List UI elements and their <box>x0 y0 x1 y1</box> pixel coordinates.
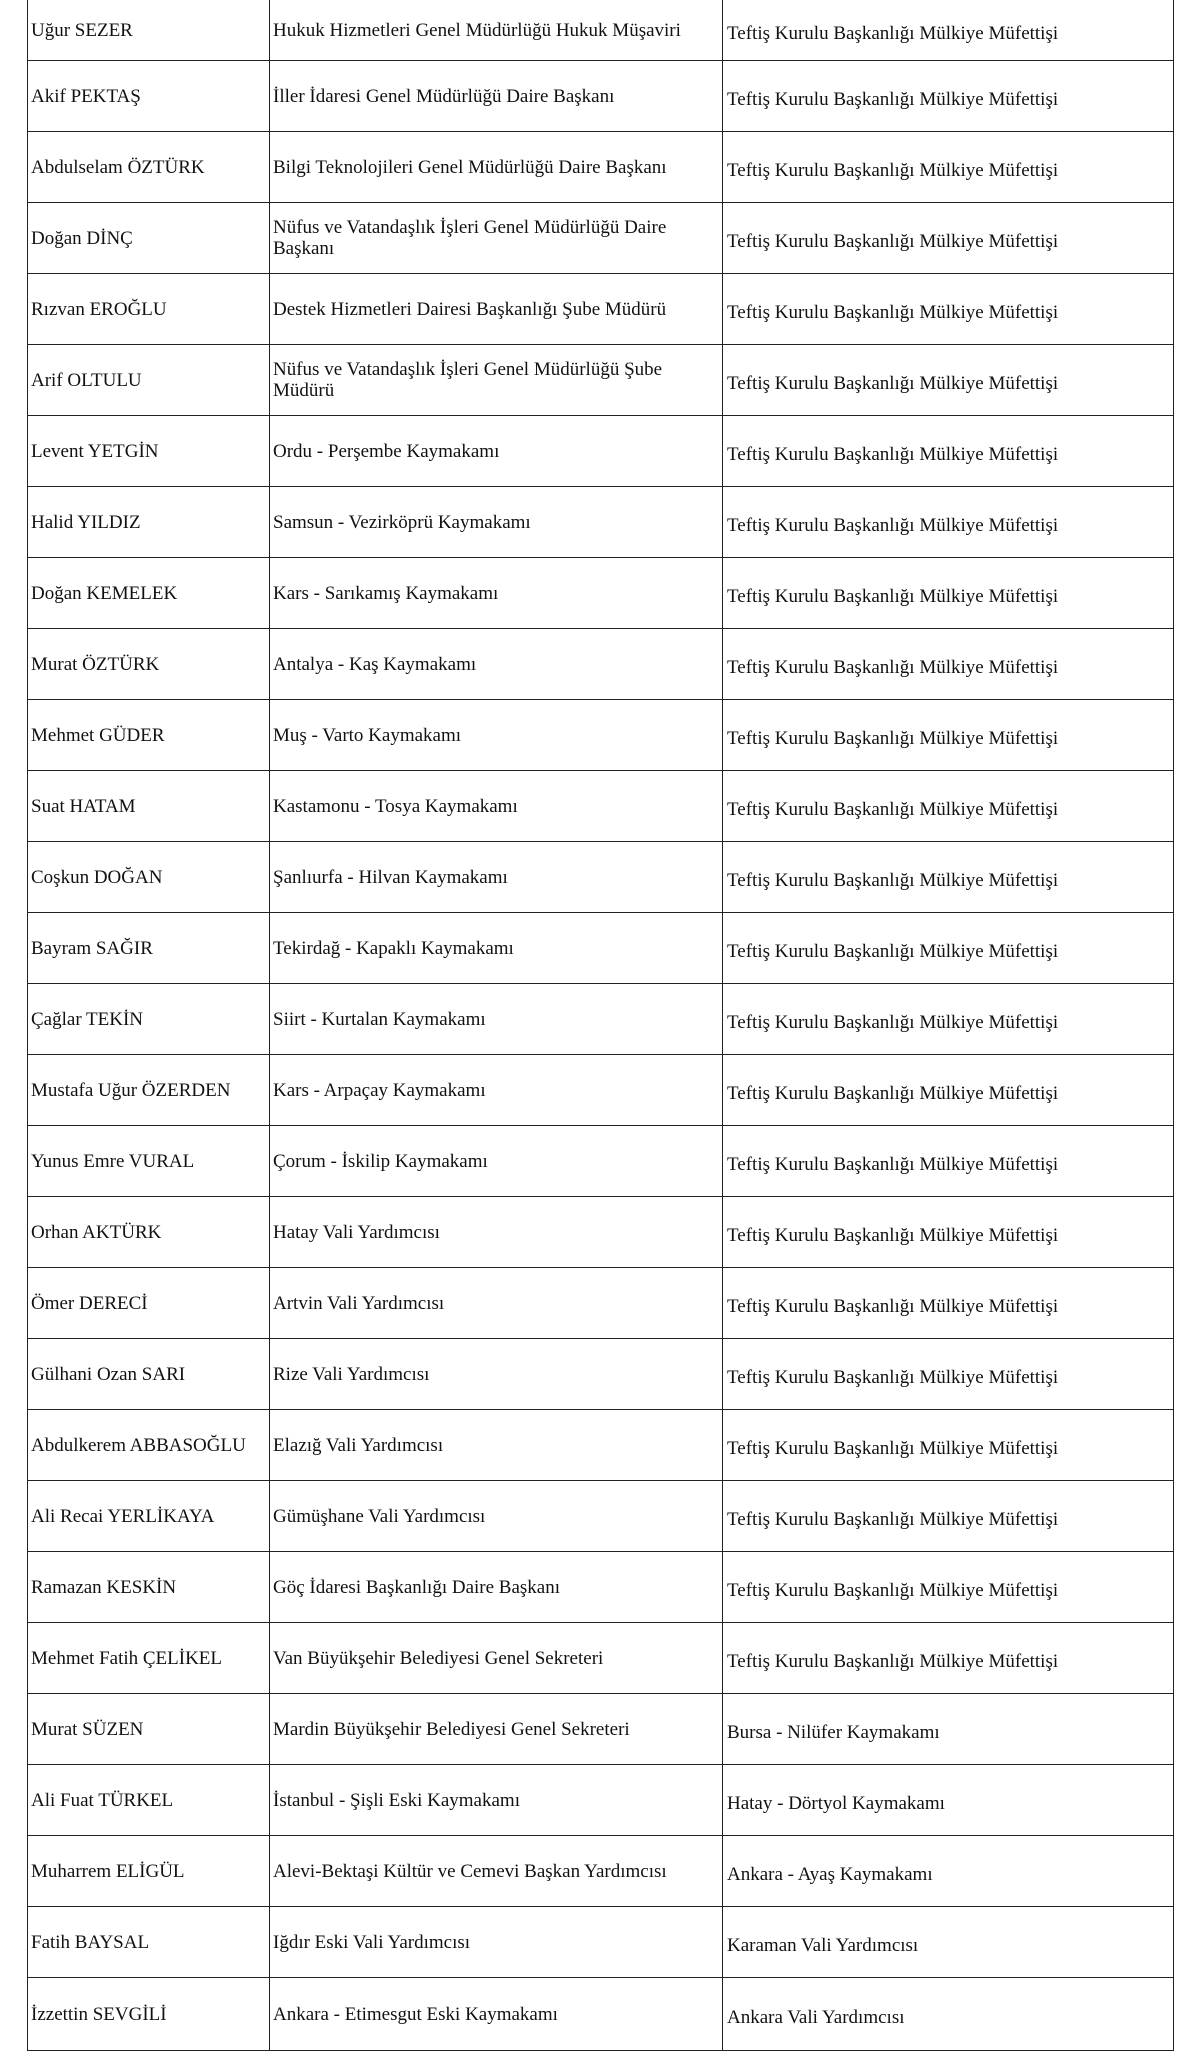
person-name: Rızvan EROĞLU <box>28 274 270 345</box>
person-name: Murat SÜZEN <box>28 1694 270 1765</box>
table-row <box>28 842 1174 913</box>
new-position: Teftiş Kurulu Başkanlığı Mülkiye Müfettişi <box>723 1126 1174 1197</box>
previous-position: Destek Hizmetleri Dairesi Başkanlığı Şube Müdürü <box>270 274 723 345</box>
table-row <box>28 1552 1174 1623</box>
new-position: Teftiş Kurulu Başkanlığı Mülkiye Müfettişi <box>723 629 1174 700</box>
new-position: Teftiş Kurulu Başkanlığı Mülkiye Müfettişi <box>723 61 1174 132</box>
new-position: Teftiş Kurulu Başkanlığı Mülkiye Müfettişi <box>723 1055 1174 1126</box>
person-name: Ali Recai YERLİKAYA <box>28 1481 270 1552</box>
person-name: Coşkun DOĞAN <box>28 842 270 913</box>
new-position: Teftiş Kurulu Başkanlığı Mülkiye Müfettişi <box>723 1410 1174 1481</box>
new-position: Ankara - Ayaş Kaymakamı <box>723 1836 1174 1907</box>
new-position: Teftiş Kurulu Başkanlığı Mülkiye Müfettişi <box>723 558 1174 629</box>
previous-position: Şanlıurfa - Hilvan Kaymakamı <box>270 842 723 913</box>
table-row <box>28 1694 1174 1765</box>
table-row <box>28 1623 1174 1694</box>
previous-position: Kars - Sarıkamış Kaymakamı <box>270 558 723 629</box>
person-name: Akif PEKTAŞ <box>28 61 270 132</box>
previous-position: Hatay Vali Yardımcısı <box>270 1197 723 1268</box>
person-name: Ramazan KESKİN <box>28 1552 270 1623</box>
new-position: Teftiş Kurulu Başkanlığı Mülkiye Müfettişi <box>723 700 1174 771</box>
person-name: Fatih BAYSAL <box>28 1907 270 1978</box>
person-name: Bayram SAĞIR <box>28 913 270 984</box>
person-name: Mehmet GÜDER <box>28 700 270 771</box>
table-row <box>28 1481 1174 1552</box>
person-name: Yunus Emre VURAL <box>28 1126 270 1197</box>
table-row <box>28 1055 1174 1126</box>
person-name: Abdulkerem ABBASOĞLU <box>28 1410 270 1481</box>
table-row <box>28 984 1174 1055</box>
appointment-table <box>27 0 1174 2051</box>
new-position: Teftiş Kurulu Başkanlığı Mülkiye Müfettişi <box>723 203 1174 274</box>
table-row <box>28 132 1174 203</box>
table-row <box>28 345 1174 416</box>
table-row <box>28 1907 1174 1978</box>
table-row <box>28 913 1174 984</box>
previous-position: Bilgi Teknolojileri Genel Müdürlüğü Daire Başkanı <box>270 132 723 203</box>
person-name: Doğan KEMELEK <box>28 558 270 629</box>
person-name: İzzettin SEVGİLİ <box>28 1978 270 2051</box>
person-name: Ali Fuat TÜRKEL <box>28 1765 270 1836</box>
previous-position: Siirt - Kurtalan Kaymakamı <box>270 984 723 1055</box>
previous-position: Tekirdağ - Kapaklı Kaymakamı <box>270 913 723 984</box>
previous-position: Elazığ Vali Yardımcısı <box>270 1410 723 1481</box>
new-position: Teftiş Kurulu Başkanlığı Mülkiye Müfettişi <box>723 487 1174 558</box>
table-row <box>28 274 1174 345</box>
table-row <box>28 61 1174 132</box>
person-name: Halid YILDIZ <box>28 487 270 558</box>
person-name: Murat ÖZTÜRK <box>28 629 270 700</box>
table-row <box>28 1339 1174 1410</box>
table-row <box>28 487 1174 558</box>
new-position: Teftiş Kurulu Başkanlığı Mülkiye Müfettişi <box>723 984 1174 1055</box>
table-row <box>28 1197 1174 1268</box>
new-position: Teftiş Kurulu Başkanlığı Mülkiye Müfettişi <box>723 1552 1174 1623</box>
new-position: Teftiş Kurulu Başkanlığı Mülkiye Müfettişi <box>723 345 1174 416</box>
new-position: Teftiş Kurulu Başkanlığı Mülkiye Müfettişi <box>723 1268 1174 1339</box>
person-name: Çağlar TEKİN <box>28 984 270 1055</box>
previous-position: Iğdır Eski Vali Yardımcısı <box>270 1907 723 1978</box>
new-position: Karaman Vali Yardımcısı <box>723 1907 1174 1978</box>
table-row <box>28 558 1174 629</box>
previous-position: Mardin Büyükşehir Belediyesi Genel Sekreteri <box>270 1694 723 1765</box>
person-name: Doğan DİNÇ <box>28 203 270 274</box>
table-row <box>28 1836 1174 1907</box>
new-position: Teftiş Kurulu Başkanlığı Mülkiye Müfettişi <box>723 274 1174 345</box>
new-position: Hatay - Dörtyol Kaymakamı <box>723 1765 1174 1836</box>
table-row <box>28 1126 1174 1197</box>
table-row <box>28 203 1174 274</box>
new-position: Teftiş Kurulu Başkanlığı Mülkiye Müfettişi <box>723 842 1174 913</box>
table-row <box>28 0 1174 61</box>
previous-position: Ordu - Perşembe Kaymakamı <box>270 416 723 487</box>
table-row <box>28 416 1174 487</box>
previous-position: Samsun - Vezirköprü Kaymakamı <box>270 487 723 558</box>
new-position: Teftiş Kurulu Başkanlığı Mülkiye Müfettişi <box>723 771 1174 842</box>
new-position: Ankara Vali Yardımcısı <box>723 1978 1174 2051</box>
previous-position: İller İdaresi Genel Müdürlüğü Daire Başkanı <box>270 61 723 132</box>
previous-position: Antalya - Kaş Kaymakamı <box>270 629 723 700</box>
new-position: Teftiş Kurulu Başkanlığı Mülkiye Müfettişi <box>723 1339 1174 1410</box>
person-name: Muharrem ELİGÜL <box>28 1836 270 1907</box>
person-name: Levent YETGİN <box>28 416 270 487</box>
person-name: Arif OLTULU <box>28 345 270 416</box>
new-position: Bursa - Nilüfer Kaymakamı <box>723 1694 1174 1765</box>
previous-position: Kars - Arpaçay Kaymakamı <box>270 1055 723 1126</box>
previous-position: Van Büyükşehir Belediyesi Genel Sekreteri <box>270 1623 723 1694</box>
new-position: Teftiş Kurulu Başkanlığı Mülkiye Müfettişi <box>723 1623 1174 1694</box>
previous-position: Ankara - Etimesgut Eski Kaymakamı <box>270 1978 723 2051</box>
table-row <box>28 1410 1174 1481</box>
new-position: Teftiş Kurulu Başkanlığı Mülkiye Müfettişi <box>723 1481 1174 1552</box>
new-position: Teftiş Kurulu Başkanlığı Mülkiye Müfettişi <box>723 913 1174 984</box>
previous-position: İstanbul - Şişli Eski Kaymakamı <box>270 1765 723 1836</box>
previous-position: Nüfus ve Vatandaşlık İşleri Genel Müdürlüğü Şube Müdürü <box>270 345 723 416</box>
person-name: Suat HATAM <box>28 771 270 842</box>
previous-position: Rize Vali Yardımcısı <box>270 1339 723 1410</box>
person-name: Gülhani Ozan SARI <box>28 1339 270 1410</box>
new-position: Teftiş Kurulu Başkanlığı Mülkiye Müfettişi <box>723 132 1174 203</box>
previous-position: Kastamonu - Tosya Kaymakamı <box>270 771 723 842</box>
person-name: Orhan AKTÜRK <box>28 1197 270 1268</box>
new-position: Teftiş Kurulu Başkanlığı Mülkiye Müfettişi <box>723 416 1174 487</box>
appointment-table-body <box>28 0 1174 2051</box>
previous-position: Göç İdaresi Başkanlığı Daire Başkanı <box>270 1552 723 1623</box>
new-position: Teftiş Kurulu Başkanlığı Mülkiye Müfettişi <box>723 0 1174 61</box>
person-name: Abdulselam ÖZTÜRK <box>28 132 270 203</box>
person-name: Mehmet Fatih ÇELİKEL <box>28 1623 270 1694</box>
table-row <box>28 629 1174 700</box>
previous-position: Çorum - İskilip Kaymakamı <box>270 1126 723 1197</box>
previous-position: Hukuk Hizmetleri Genel Müdürlüğü Hukuk Müşaviri <box>270 0 723 61</box>
previous-position: Gümüşhane Vali Yardımcısı <box>270 1481 723 1552</box>
new-position: Teftiş Kurulu Başkanlığı Mülkiye Müfettişi <box>723 1197 1174 1268</box>
table-row <box>28 771 1174 842</box>
previous-position: Artvin Vali Yardımcısı <box>270 1268 723 1339</box>
previous-position: Muş - Varto Kaymakamı <box>270 700 723 771</box>
person-name: Mustafa Uğur ÖZERDEN <box>28 1055 270 1126</box>
previous-position: Nüfus ve Vatandaşlık İşleri Genel Müdürlüğü Daire Başkanı <box>270 203 723 274</box>
person-name: Ömer DERECİ <box>28 1268 270 1339</box>
person-name: Uğur SEZER <box>28 0 270 61</box>
previous-position: Alevi-Bektaşi Kültür ve Cemevi Başkan Yardımcısı <box>270 1836 723 1907</box>
table-row <box>28 1765 1174 1836</box>
table-row <box>28 1268 1174 1339</box>
table-row <box>28 700 1174 771</box>
table-row <box>28 1978 1174 2051</box>
